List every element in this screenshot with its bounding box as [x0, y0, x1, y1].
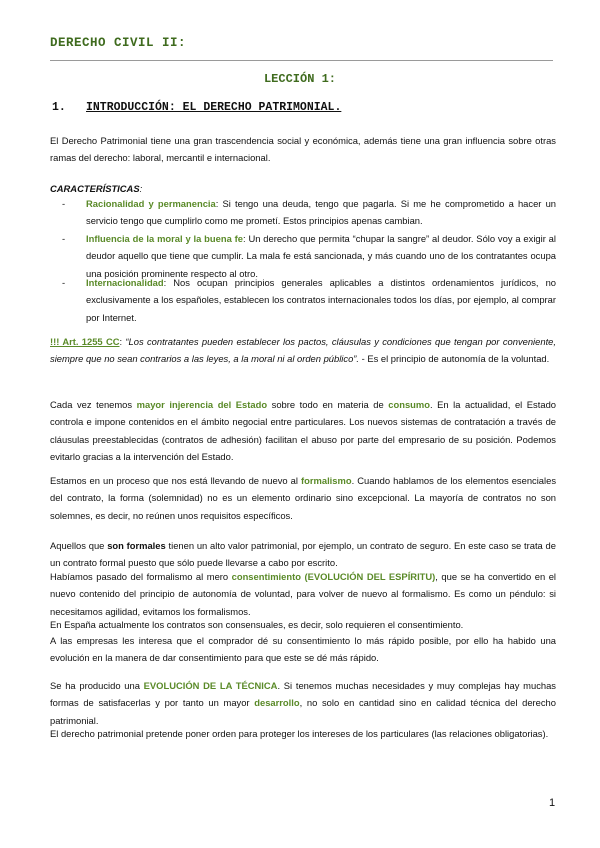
characteristic-text: : Nos ocupan principios generales aplicables a distintos ordenamientos jurídicos, no exclusivamente a los españoles, establecen los contratos internacionales todos los días, por ejemplo, al comprar por Internet. [86, 277, 556, 323]
section-number: 1. [52, 101, 66, 114]
lesson-title: LECCIÓN 1: [263, 72, 336, 86]
document-header: DERECHO CIVIL II: [50, 36, 187, 50]
article-paragraph: !!! Art. 1255 CC: “Los contratantes pueden establecer los pactos, cláusulas y condiciones que tengan por conveniente, siempre que no sean contrarios a las leyes, a la moral ni al orden público”. - Es el principio de autonomía de la voluntad. [50, 336, 556, 365]
section-title: INTRODUCCIÓN: EL DERECHO PATRIMONIAL. [86, 101, 342, 114]
characteristic-term: Racionalidad y permanencia [86, 198, 216, 209]
keyword: son formales [107, 540, 166, 551]
characteristics-title: CARACTERÍSTICAS [50, 183, 140, 194]
state-paragraph: Cada vez tenemos mayor injerencia del Estado sobre todo en materia de consumo. En la actualidad, el Estado controla e impone contenidos en el ámbito negocial entre particulares. Los nuevos sistemas de contratación a través de cláusulas preestablecidas (contratos de adhesión) facilitan el abuso por parte del empresario de su posición. Podemos evitarlo gracias a la intervención del Estado. [50, 399, 556, 463]
characteristic-text: : Un derecho que permita “chupar la sangre” al deudor. Sólo voy a exigir al deudor aquello que tiene que cumplir. La mala fe está sancionada, y más cuando uno de los contratantes ocupa una posición prominente respecto al otro. [86, 233, 556, 279]
page-number: 1 [549, 797, 556, 809]
list-item [62, 195, 556, 230]
keyword: mayor injerencia del Estado [136, 399, 268, 410]
keyword: formalismo [301, 475, 352, 486]
characteristic-text: : Si tengo una deuda, tengo que pagarla. Si me he comprometido a hacer un servicio tengo que cumplirlo como me prometí. Estos principios apenas cambian. [86, 198, 556, 227]
characteristic-term: Internacionalidad [86, 277, 164, 288]
bullet-dash: - [62, 277, 66, 288]
keyword: consentimiento [231, 571, 301, 582]
list-item [62, 274, 556, 326]
characteristic-term: Influencia de la moral y la buena fe [86, 233, 243, 244]
consent-paragraph: Habíamos pasado del formalismo al mero consentimiento (EVOLUCIÓN DEL ESPÍRITU), que se ha convertido en el nuevo contenido del principio de autonomía de voluntad, para volver de nuevo al formalismo. Es como un péndulo: si necesitamos agilidad, evitamos los formalismos. [50, 571, 556, 617]
formalism-paragraph: Estamos en un proceso que nos está llevando de nuevo al formalismo. Cuando hablamos de los elementos esenciales del contrato, la forma (solemnidad) no es un elemento ordinario sino excepcional. La mayoría de contratos no son solemnes, es decir, no reúnen unos requisitos específicos. [50, 475, 557, 521]
spain-paragraph: En España actualmente los contratos son consensuales, es decir, solo requieren el consentimiento. [50, 619, 464, 630]
article-quote: “Los contratantes pueden establecer los pactos, cláusulas y condiciones que tengan por conveniente, siempre que no sean contrarios a las leyes, a la moral ni al orden público”. [50, 336, 556, 365]
characteristics-heading: CARACTERÍSTICAS: [50, 183, 143, 194]
formal-contracts-paragraph: Aquellos que son formales tienen un alto valor patrimonial, por ejemplo, un contrato de seguro. En este caso se trata de un contrato formal puesto que sólo puede llevarse a cabo por escrito. [50, 540, 556, 569]
final-paragraph: El derecho patrimonial pretende poner orden para proteger los intereses de los particulares (las relaciones obligatorias). [50, 728, 549, 739]
keyword: (EVOLUCIÓN DEL ESPÍRITU) [300, 571, 436, 582]
keyword: EVOLUCIÓN DE LA TÉCNICA [143, 680, 278, 691]
bullet-dash: - [62, 233, 66, 244]
intro-paragraph: El Derecho Patrimonial tiene una gran trascendencia social y económica, además tiene una gran influencia sobre otras ramas del derecho: laboral, mercantil e internacional. [50, 135, 556, 164]
technique-paragraph: Se ha producido una EVOLUCIÓN DE LA TÉCNICA. Si tenemos muchas necesidades y muy complejas hay muchas formas de satisfacerlas y por tanto un mayor desarrollo, no solo en cantidad sino en calidad técnica del derecho patrimonial. [50, 680, 556, 726]
header-divider [50, 60, 553, 61]
keyword: desarrollo [254, 697, 300, 709]
companies-paragraph: A las empresas les interesa que el comprador dé su consentimiento lo más rápido posible, por ello ha habido una evolución en la manera de dar consentimiento para que este se dé más rápido. [50, 635, 556, 664]
article-reference: !!! Art. 1255 CC [50, 336, 120, 347]
section-heading [52, 101, 341, 114]
bullet-dash: - [62, 198, 66, 209]
keyword: consumo [388, 399, 430, 410]
